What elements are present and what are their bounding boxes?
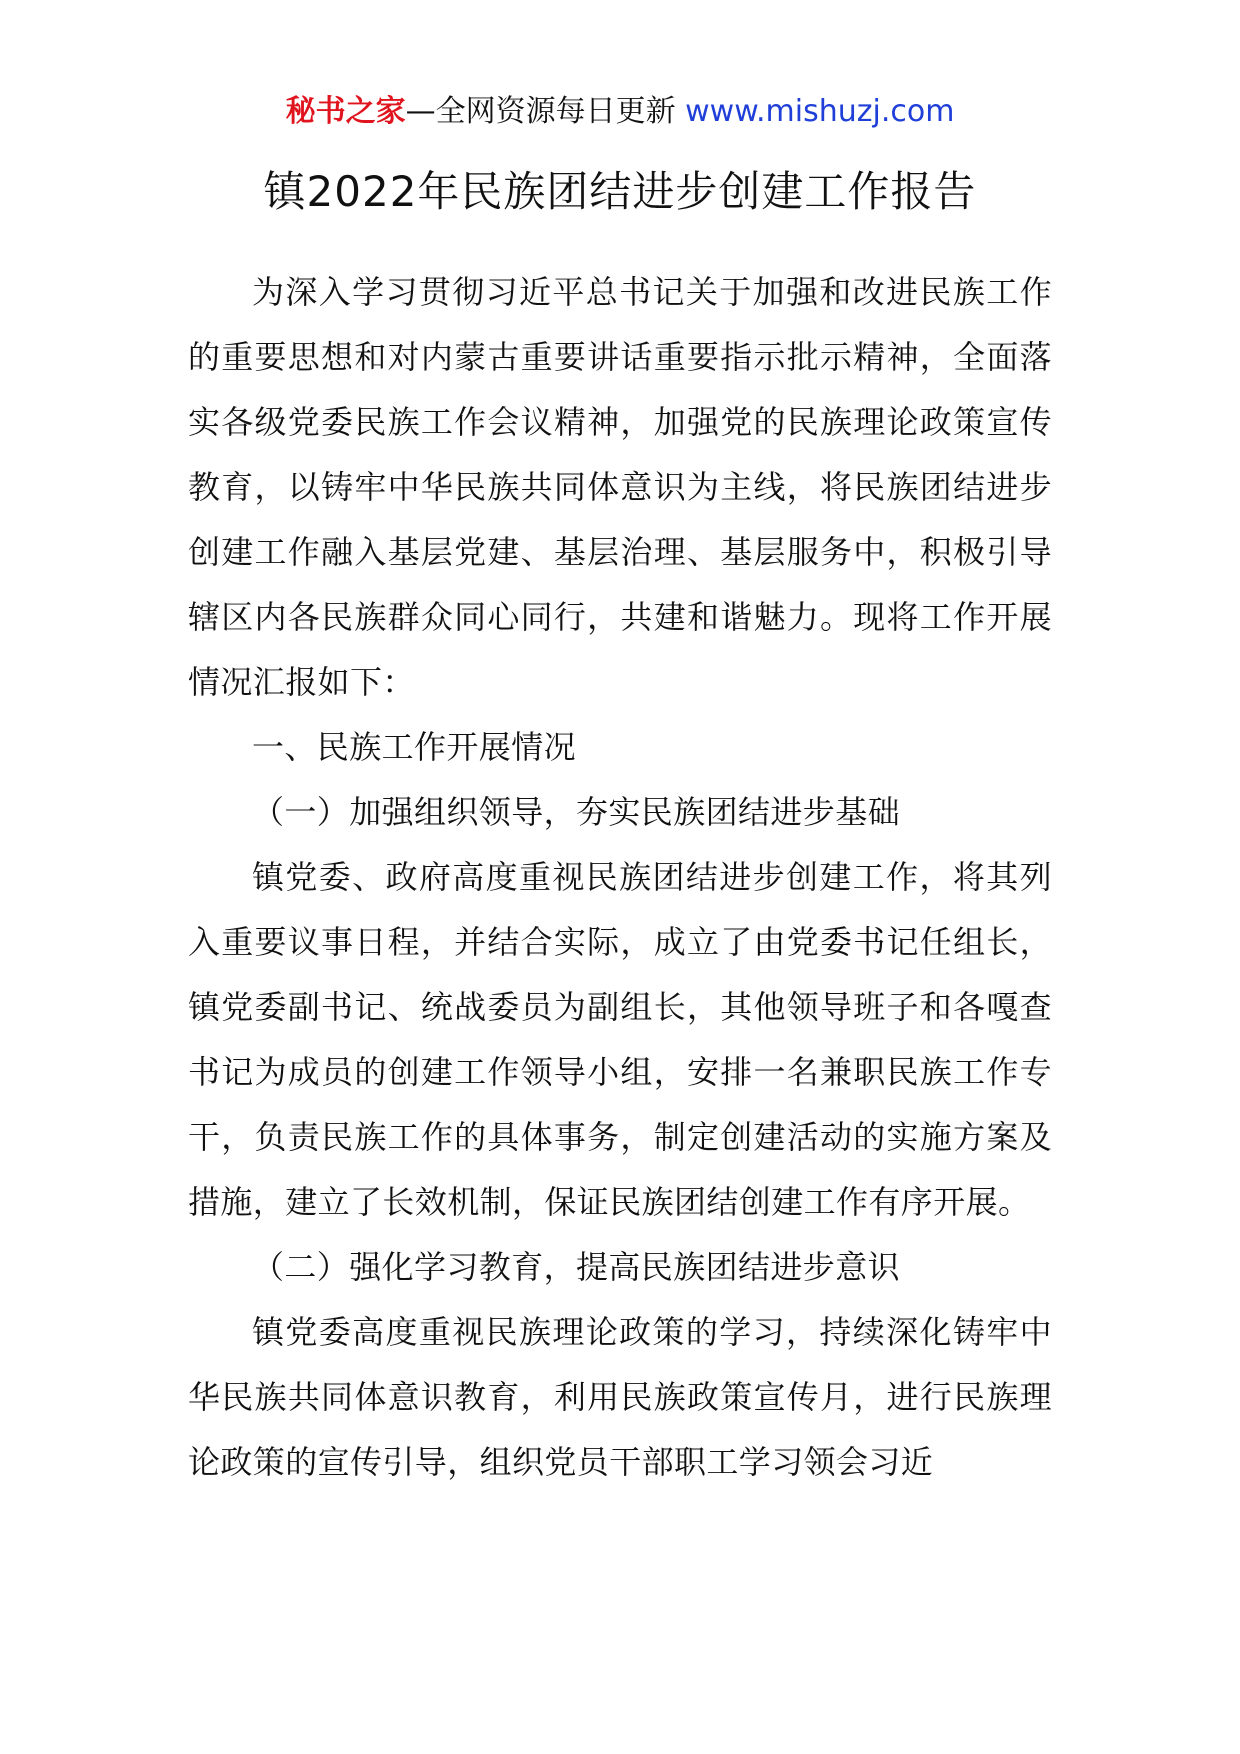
watermark-header	[0, 92, 1240, 132]
site-slogan: —全网资源每日更新	[405, 94, 686, 129]
section-heading-1: 一、民族工作开展情况	[252, 728, 577, 766]
intro-paragraph: 为深入学习贯彻习近平总书记关于加强和改进民族工作的重要思想和对内蒙古重要讲话重要指示批示精神，全面落实各级党委民族工作会议精神，加强党的民族理论政策宣传教育，以铸牢中华民族共同体意识为主线，将民族团结进步创建工作融入基层党建、基层治理、基层服务中，积极引导辖区内各民族群众同心同行，共建和谐魅力。现将工作开展情况汇报如下：	[188, 273, 1052, 701]
site-brand: 秘书之家	[285, 94, 406, 129]
subsection-heading-2: （二）强化学习教育，提高民族团结进步意识	[252, 1248, 901, 1286]
document-title: 镇2022年民族团结进步创建工作报告	[263, 167, 977, 216]
subsection-heading-1: （一）加强组织领导，夯实民族团结进步基础	[252, 793, 901, 831]
body-paragraph-1: 镇党委、政府高度重视民族团结进步创建工作，将其列入重要议事日程，并结合实际，成立了由党委书记任组长，镇党委副书记、统战委员为副组长，其他领导班子和各嘎查书记为成员的创建工作领导小组，安排一名兼职民族工作专干，负责民族工作的具体事务，制定创建活动的实施方案及措施，建立了长效机制，保证民族团结创建工作有序开展。	[188, 858, 1052, 1221]
site-url-link[interactable]: www.mishuzj.com	[685, 94, 955, 129]
document-body	[188, 260, 1052, 1495]
body-paragraph-2: 镇党委高度重视民族理论政策的学习，持续深化铸牢中华民族共同体意识教育，利用民族政策宣传月，进行民族理论政策的宣传引导，组织党员干部职工学习领会习近	[188, 1313, 1052, 1481]
